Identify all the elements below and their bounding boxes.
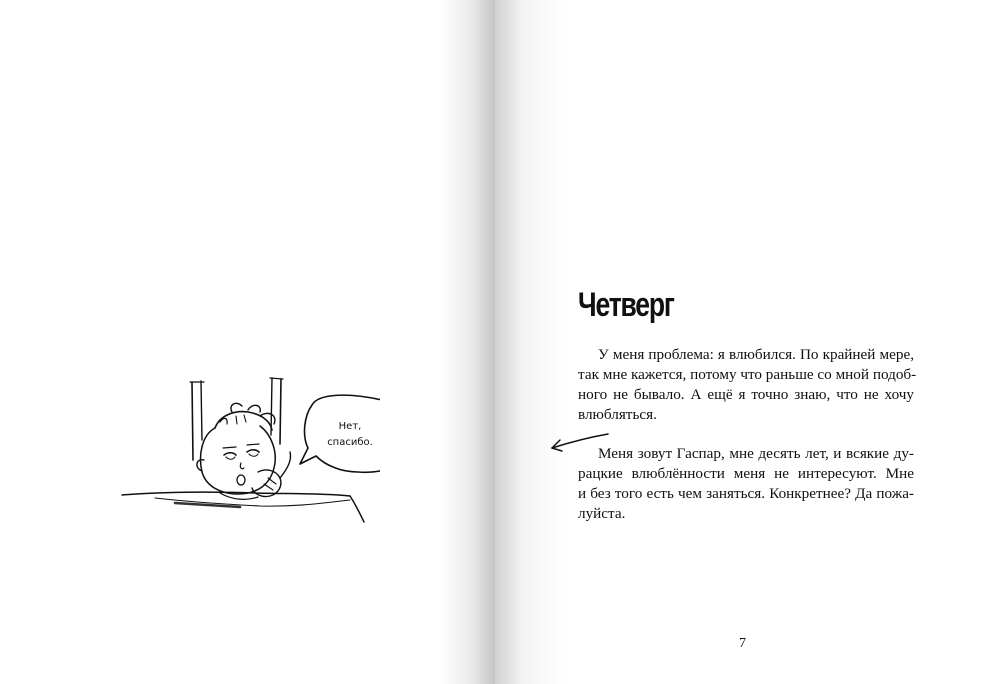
boy-illustration <box>120 360 380 575</box>
chapter-title: Четверг <box>578 286 674 324</box>
paragraph-2-line: рацкие влюблённости меня не интересуют. Мне <box>578 465 914 482</box>
page-number: 7 <box>739 636 746 651</box>
paragraph-2-line: Меня зовут Гаспар, мне десять лет, и всякие ду- <box>598 445 914 462</box>
paragraph-1-line: влюбляться. <box>578 406 657 423</box>
paragraph-2-line: луйста. <box>578 505 626 522</box>
paragraph-2 <box>578 444 914 524</box>
paragraph-1 <box>578 345 917 425</box>
speech-bubble-line-1: Нет, <box>338 421 362 432</box>
speech-bubble-line-2: спасибо. <box>327 437 373 448</box>
paragraph-1-line: У меня проблема: я влюбился. По крайней мере, <box>598 346 914 363</box>
left-page <box>0 0 495 684</box>
right-page <box>495 0 991 684</box>
gutter-shadow-left <box>440 0 495 684</box>
paragraph-1-line: так мне кажется, потому что раньше со мной подоб- <box>578 366 917 383</box>
gutter-shadow-right <box>495 0 565 684</box>
paragraph-1-line: ного не бывало. А ещё я точно знаю, что не хочу <box>578 386 914 403</box>
paragraph-2-line: и без того есть чем заняться. Конкретнее? Да пожа- <box>578 485 914 502</box>
